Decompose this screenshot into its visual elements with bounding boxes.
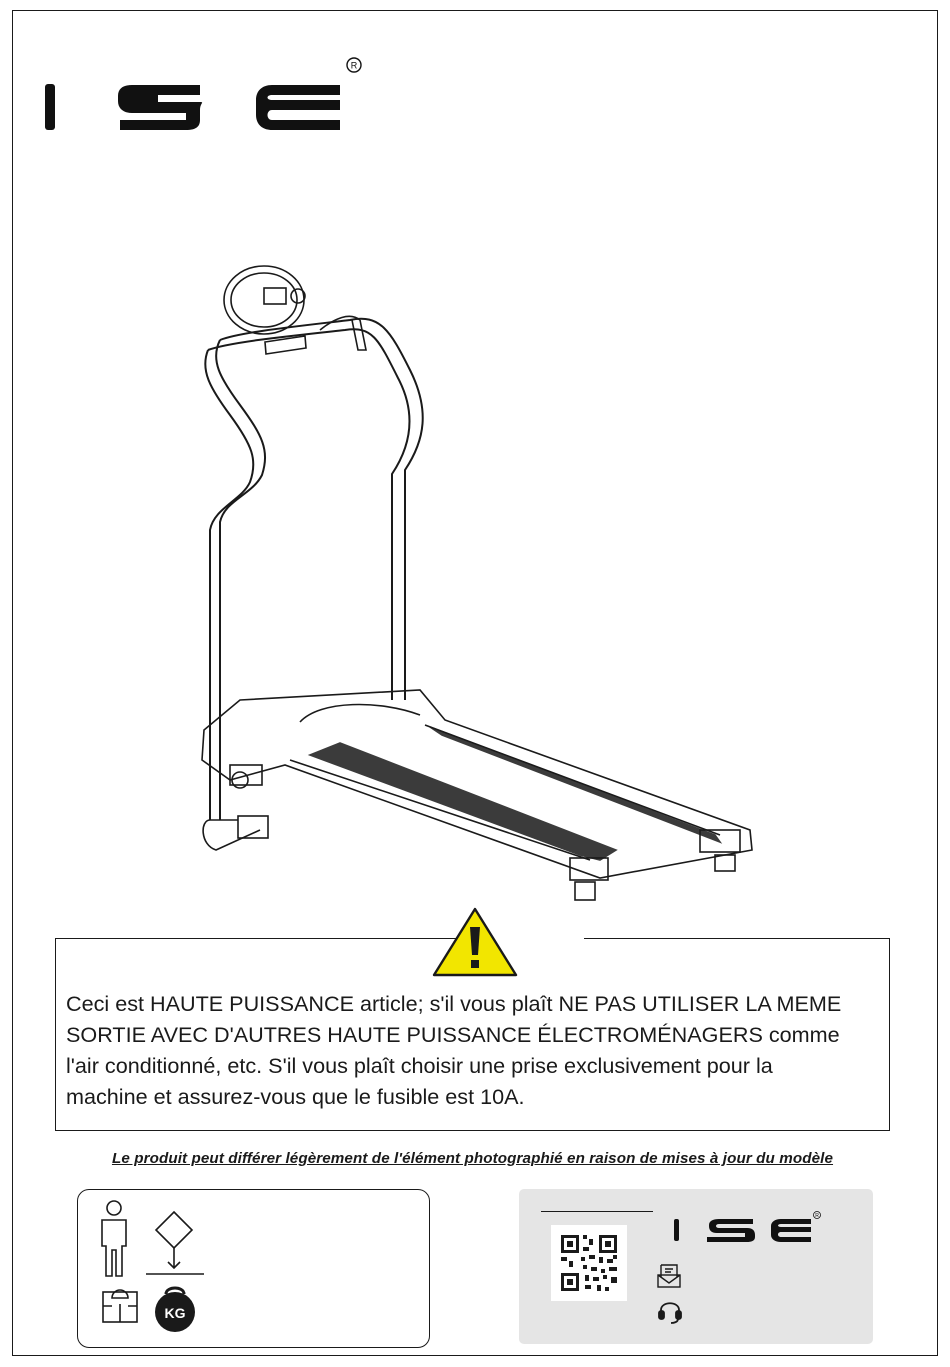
ise-logo-small <box>669 1209 829 1245</box>
kg-weight-icon <box>152 1282 198 1332</box>
contact-box <box>519 1189 873 1344</box>
weight-limit-icon <box>140 1210 210 1280</box>
headset-icon <box>656 1297 684 1325</box>
warning-text <box>66 988 884 1112</box>
kg-label: KG <box>164 1305 186 1321</box>
disclaimer: Le produit peut différer légèrement de l'élément photographié en raison de mises à jour du modèle <box>111 1150 834 1167</box>
warning-line: Ceci est HAUTE PUISSANCE article; s'il vous plaît NE PAS UTILISER LA MEME <box>66 991 842 1016</box>
envelope-icon <box>656 1263 682 1289</box>
person-icon <box>96 1198 132 1278</box>
svg-text:R: R <box>815 1213 819 1219</box>
warning-triangle-icon <box>430 905 520 979</box>
ise-logo <box>40 55 370 135</box>
svg-text:R: R <box>350 60 358 71</box>
symbols-box <box>77 1189 430 1348</box>
qr-code-icon <box>551 1225 627 1301</box>
warning-line: SORTIE AVEC D'AUTRES HAUTE PUISSANCE ÉLECTROMÉNAGERS comme <box>66 1022 840 1047</box>
divider <box>541 1211 653 1212</box>
scale-icon <box>100 1286 140 1326</box>
warning-line: l'air conditionné, etc. S'il vous plaît choisir une prise exclusivement pour la <box>66 1053 773 1078</box>
warning-line: machine et assurez-vous que le fusible est 10A. <box>66 1084 525 1109</box>
treadmill-illustration <box>180 260 780 920</box>
